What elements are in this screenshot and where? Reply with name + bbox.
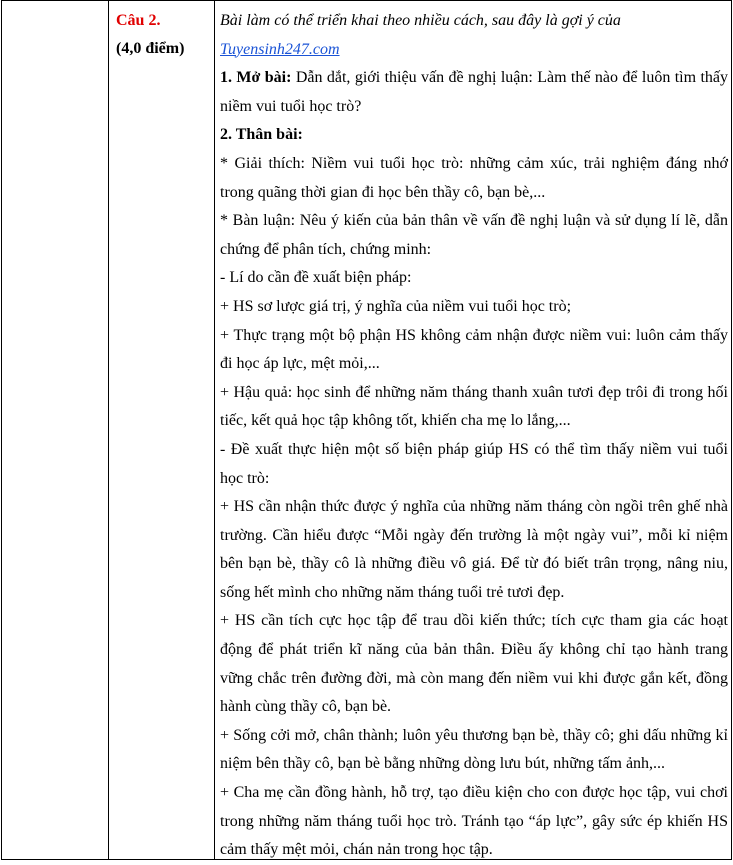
answer-paragraph: * Giải thích: Niềm vui tuổi học trò: những cảm xúc, trải nghiệm đáng nhớ trong quãng thời gian đi học bên thầy cô, bạn bè,... bbox=[220, 154, 728, 201]
answer-table bbox=[1, 0, 732, 860]
column-divider bbox=[214, 1, 215, 859]
mo-bai-paragraph bbox=[220, 64, 728, 121]
answer-paragraph: - Lí do cần đề xuất biện pháp: bbox=[220, 269, 412, 287]
than-bai-heading: 2. Thân bài: bbox=[220, 126, 303, 144]
column-divider bbox=[108, 1, 109, 859]
answer-paragraph: + Hậu quả: học sinh để những năm tháng thanh xuân tươi đẹp trôi đi trong hối tiếc, kết quả học tập không tốt, khiến cha mẹ lo lắng,... bbox=[220, 383, 728, 430]
answer-cell bbox=[220, 7, 728, 865]
question-title: Câu 2. bbox=[116, 12, 161, 29]
answer-paragraph: + HS cần nhận thức được ý nghĩa của những năm tháng còn ngồi trên ghế nhà trường. Cần hiểu được “Mỗi ngày đến trường là một ngày vui”, mỗi kỉ niệm bên bạn bè, thầy cô là những điều vô giá. Để từ đó biết trân trọng, nâng niu, sống hết mình cho những năm tháng tuổi trẻ tươi đẹp. bbox=[220, 498, 728, 601]
question-cell bbox=[116, 7, 212, 63]
mo-bai-heading: 1. Mở bài: bbox=[220, 69, 292, 87]
question-score: (4,0 điểm) bbox=[116, 40, 185, 57]
mo-bai-text: Dẫn dắt, giới thiệu vấn đề nghị luận: Làm thế nào để luôn tìm thấy niềm vui tuổi học trò? bbox=[220, 69, 728, 115]
answer-paragraph: + Thực trạng một bộ phận HS không cảm nhận được niềm vui: luôn cảm thấy đi học áp lực, mệt mỏi,... bbox=[220, 326, 728, 373]
intro-text bbox=[220, 7, 728, 64]
source-link[interactable]: Tuyensinh247.com bbox=[220, 40, 340, 58]
answer-paragraph: * Bàn luận: Nêu ý kiến của bản thân về vấn đề nghị luận và sử dụng lí lẽ, dẫn chứng để phân tích, chứng minh: bbox=[220, 212, 728, 258]
answer-paragraph: + HS cần tích cực học tập để trau dồi kiến thức; tích cực tham gia các hoạt động để phát triển kĩ năng của bản thân. Điều ấy không chỉ tạo hành trang vững chắc trên đường đời, mà còn mang đến niềm vui khi được gắn kết, đồng hành cùng thầy cô, bạn bè. bbox=[220, 612, 728, 716]
intro-sentence: Bài làm có thể triển khai theo nhiều cách, sau đây là gợi ý của bbox=[220, 12, 621, 29]
answer-paragraph: + HS sơ lược giá trị, ý nghĩa của niềm vui tuổi học trò; bbox=[220, 297, 572, 315]
answer-paragraph: + Sống cởi mở, chân thành; luôn yêu thương bạn bè, thầy cô; ghi dấu những kỉ niệm bên thầy cô, bạn bè bằng những dòng lưu bút, những tấm ảnh,... bbox=[220, 726, 728, 773]
answer-paragraph: - Đề xuất thực hiện một số biện pháp giúp HS có thể tìm thấy niềm vui tuổi học trò: bbox=[220, 440, 728, 487]
answer-paragraph: + Cha mẹ cần đồng hành, hỗ trợ, tạo điều kiện cho con được học tập, vui chơi trong những năm tháng tuổi học trò. Tránh tạo “áp lực”, gây sức ép khiến HS cảm thấy mệt mỏi, chán nản trong học tập. bbox=[220, 784, 728, 859]
